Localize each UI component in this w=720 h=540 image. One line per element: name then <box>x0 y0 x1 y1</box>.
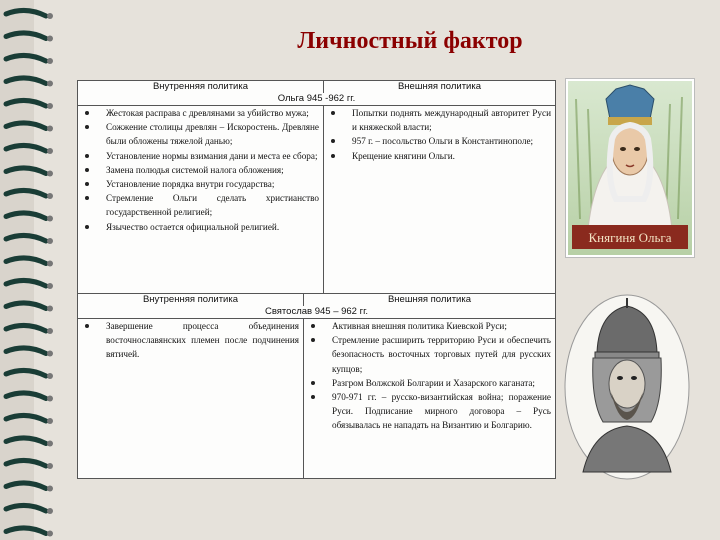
spiral-hole <box>47 126 53 132</box>
spiral-ring <box>6 190 46 196</box>
spiral-ring <box>6 370 46 376</box>
spiral-hole <box>47 373 53 379</box>
spiral-hole <box>47 306 53 312</box>
spiral-hole <box>47 486 53 492</box>
olga-internal-item: Замена полюдья системой налога обложения; <box>106 163 319 177</box>
spiral-ring <box>6 10 46 16</box>
spiral-ring <box>6 528 46 534</box>
page-title: Личностный фактор <box>297 28 523 54</box>
spiral-ring <box>6 348 46 354</box>
spiral-ring <box>6 55 46 61</box>
svyatoslav-col-internal: Внутренняя политика <box>78 294 304 307</box>
svyatoslav-col-external: Внешняя политика <box>304 294 556 307</box>
spiral-hole <box>47 396 53 402</box>
spiral-ring <box>6 213 46 219</box>
olga-internal-item: Язычество остается официальной религией. <box>106 220 319 234</box>
olga-portrait-image <box>566 79 694 257</box>
svyatoslav-external-cell <box>304 319 556 479</box>
svyatoslav-external-item: Разгром Волжской Болгарии и Хазарского каганата; <box>332 376 551 390</box>
olga-internal-cell <box>78 106 324 299</box>
spiral-hole <box>47 193 53 199</box>
olga-ruler-header: Ольга 945 -962 гг. <box>78 93 556 106</box>
svyatoslav-external-item: Стремление расширить территорию Руси и обеспечить безопасность восточных торговых путей для русских купцов; <box>332 333 551 376</box>
olga-external-list <box>324 106 555 165</box>
spiral-hole <box>47 238 53 244</box>
spiral-hole <box>47 508 53 514</box>
olga-internal-item: Стремление Ольги сделать христианство государственной религией; <box>106 191 319 219</box>
spiral-ring <box>6 258 46 264</box>
olga-portrait-caption: Княгиня Ольга <box>588 230 672 245</box>
olga-external-item: 957 г. – посольство Ольги в Константинополе; <box>352 134 551 148</box>
svyatoslav-internal-list <box>78 319 303 364</box>
spiral-ring <box>6 483 46 489</box>
spiral-ring <box>6 100 46 106</box>
olga-col-internal: Внутренняя политика <box>78 81 324 94</box>
spiral-ring <box>6 460 46 466</box>
spiral-ring <box>6 123 46 129</box>
spiral-hole <box>47 283 53 289</box>
olga-internal-item: Сожжение столицы древлян – Искоростень. Древляне были обложены тяжелой данью; <box>106 120 319 148</box>
olga-internal-item: Жестокая расправа с древлянами за убийство мужа; <box>106 106 319 120</box>
spiral-ring <box>6 280 46 286</box>
spiral-hole <box>47 148 53 154</box>
notebook-spiral <box>0 0 64 540</box>
spiral-hole <box>47 531 53 537</box>
spiral-hole <box>47 171 53 177</box>
spiral-ring <box>6 145 46 151</box>
spiral-hole <box>47 216 53 222</box>
olga-internal-list <box>78 106 323 236</box>
spiral-hole <box>47 261 53 267</box>
olga-policy-table <box>77 80 556 299</box>
spiral-hole <box>47 463 53 469</box>
svyatoslav-policy-table <box>77 293 556 479</box>
spiral-ring <box>6 438 46 444</box>
spiral-hole <box>47 13 53 19</box>
spiral-hole <box>47 81 53 87</box>
spiral-ring <box>6 78 46 84</box>
spiral-hole <box>47 328 53 334</box>
olga-col-external: Внешняя политика <box>324 81 556 94</box>
olga-external-item: Крещение княгини Ольги. <box>352 149 551 163</box>
olga-external-item: Попытки поднять международный авторитет Руси и княжеской власти; <box>352 106 551 134</box>
spiral-hole <box>47 351 53 357</box>
svyatoslav-external-item: Активная внешняя политика Киевской Руси; <box>332 319 551 333</box>
spiral-hole <box>47 418 53 424</box>
svyatoslav-internal-cell <box>78 319 304 479</box>
svyatoslav-internal-item: Завершение процесса объединения восточнославянских племен после подчинения вятичей. <box>106 319 299 362</box>
olga-internal-item: Установление нормы взимания дани и места ее сбора; <box>106 149 319 163</box>
spiral-ring <box>6 393 46 399</box>
spiral-hole <box>47 58 53 64</box>
spiral-ring <box>6 33 46 39</box>
svyatoslav-ruler-header: Святослав 945 – 962 гг. <box>78 306 556 319</box>
spiral-hole <box>47 103 53 109</box>
spiral-ring <box>6 303 46 309</box>
olga-portrait <box>565 78 695 258</box>
spiral-ring <box>6 415 46 421</box>
spiral-hole <box>47 36 53 42</box>
spiral-ring <box>6 235 46 241</box>
svyatoslav-external-list <box>304 319 555 435</box>
svyatoslav-external-item: 970-971 гг. – русско-византийская война; поражение Руси. Подписание мирного договора – Русь обязывалась не нападать на Византию и Болгарию. <box>332 390 551 433</box>
spiral-hole <box>47 441 53 447</box>
svyatoslav-portrait <box>563 292 691 482</box>
spiral-ring <box>6 325 46 331</box>
svyatoslav-portrait-image <box>563 292 691 482</box>
olga-external-cell <box>324 106 556 299</box>
spiral-ring <box>6 168 46 174</box>
olga-internal-item: Установление порядка внутри государства; <box>106 177 319 191</box>
spiral-ring <box>6 505 46 511</box>
